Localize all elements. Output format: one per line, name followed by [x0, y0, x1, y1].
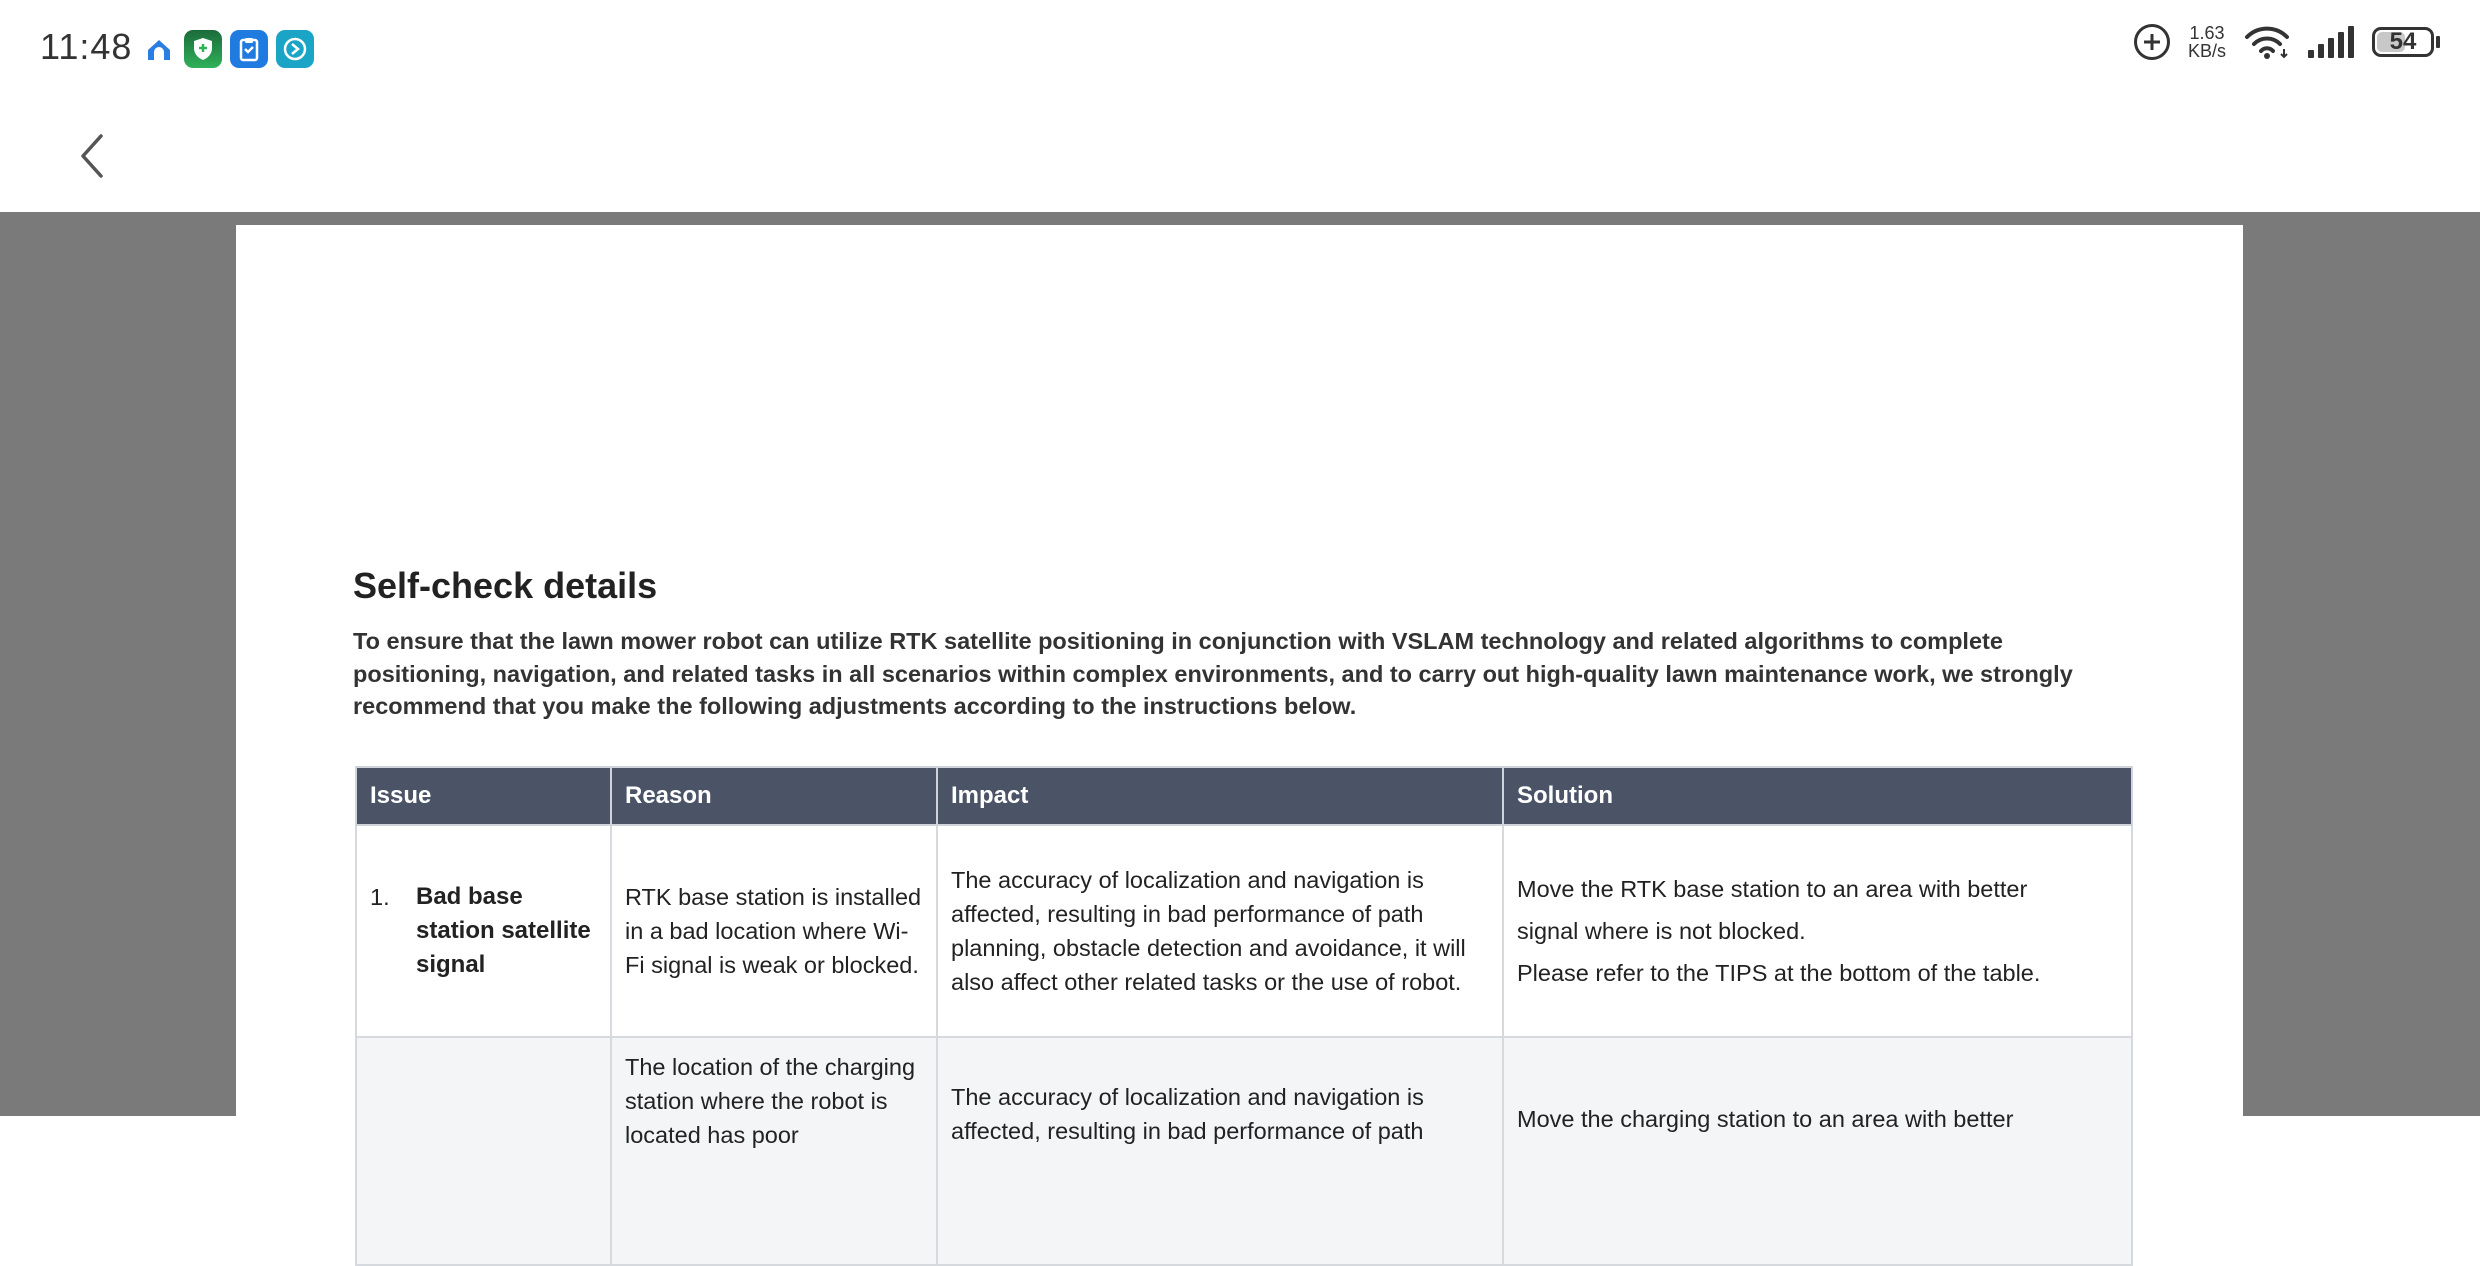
battery-level: 54 — [2389, 28, 2417, 55]
wifi-icon — [2244, 25, 2290, 59]
document-page — [236, 225, 2243, 1225]
issue-number: 1. — [370, 884, 390, 910]
reason-cell: The location of the charging station where the robot is located has poor — [611, 1037, 937, 1265]
solution-line: signal where is not blocked. — [1517, 918, 1806, 944]
intro-paragraph: To ensure that the lawn mower robot can utilize RTK satellite positioning in conjunction with VSLAM technology and related algorithms to complete positioning, navigation, and related tasks in all scenarios within complex environments, and to carry out high-quality lawn maintenance work, we strongly recommend that you make the following adjustments according to the instructions below. — [353, 628, 2073, 719]
header-reason: Reason — [611, 767, 937, 825]
header-impact: Impact — [937, 767, 1503, 825]
home-icon — [142, 30, 176, 68]
network-speed — [2188, 24, 2226, 60]
table-row — [356, 825, 2132, 1037]
document-viewer[interactable] — [0, 212, 2480, 1148]
self-check-table — [355, 766, 2133, 1266]
table-header-row — [356, 767, 2132, 825]
reason-cell: RTK base station is installed in a bad location where Wi-Fi signal is weak or blocked. — [611, 825, 937, 1037]
network-speed-unit: KB/s — [2187, 41, 2226, 61]
issue-name: Bad base station satellite signal — [416, 883, 591, 978]
signal-icon — [2308, 26, 2354, 58]
status-indicators — [2134, 24, 2440, 60]
solution-line: Move the charging station to an area with better — [1517, 1106, 2014, 1132]
data-saver-icon — [2134, 24, 2170, 60]
back-button[interactable] — [62, 126, 122, 186]
page-title: Self-check details — [353, 565, 658, 606]
solution-cell — [1503, 1037, 2132, 1265]
solution-cell — [1503, 825, 2132, 1037]
solution-line: Move the RTK base station to an area with better — [1517, 876, 2028, 902]
impact-cell: The accuracy of localization and navigation is affected, resulting in bad performance of path — [937, 1037, 1503, 1265]
status-time: 11:48 — [40, 26, 133, 67]
solution-line: Please refer to the TIPS at the bottom of the table. — [1517, 960, 2041, 986]
nav-bar — [0, 100, 2480, 212]
security-app-icon — [184, 30, 222, 68]
clipboard-app-icon — [230, 30, 268, 68]
issue-cell — [356, 1037, 611, 1265]
chevron-left-icon — [77, 132, 107, 180]
battery-icon — [2372, 27, 2440, 57]
teal-app-icon — [276, 30, 314, 68]
table-row — [356, 1037, 2132, 1265]
header-solution: Solution — [1503, 767, 2132, 825]
status-bar — [0, 0, 2480, 100]
notification-icons — [142, 30, 314, 68]
impact-cell: The accuracy of localization and navigation is affected, resulting in bad performance of path planning, obstacle detection and avoidance, it will also affect other related tasks or the use of robot. — [937, 825, 1503, 1037]
network-speed-value: 1.63 — [2189, 23, 2225, 43]
issue-cell — [356, 825, 611, 1037]
header-issue: Issue — [356, 767, 611, 825]
